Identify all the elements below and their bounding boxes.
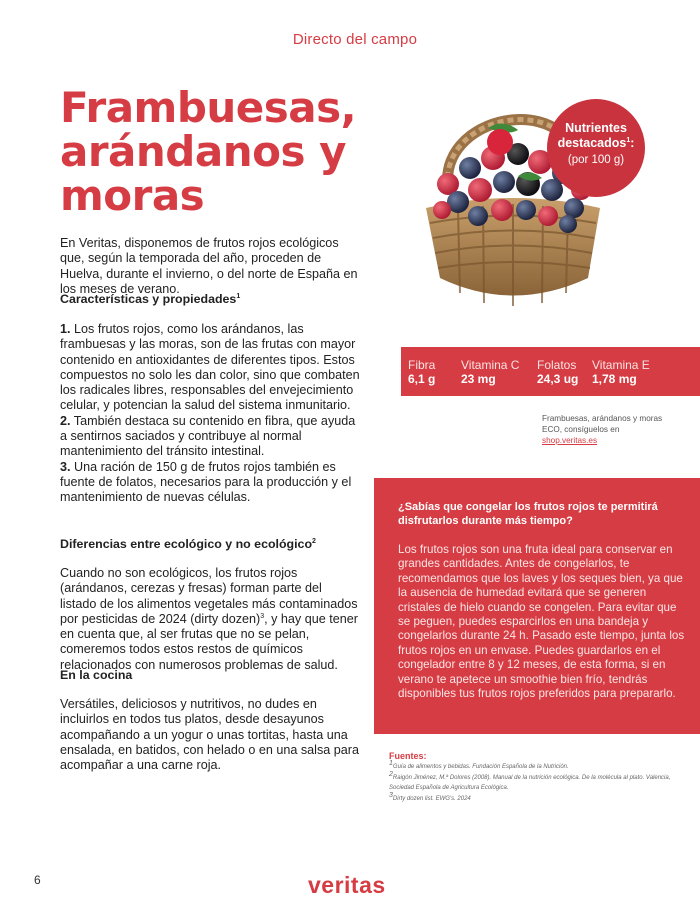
differences-heading: Diferencias entre ecológico y no ecológico$^2$ — [60, 537, 316, 551]
shop-link[interactable]: shop.veritas.es — [542, 436, 598, 445]
sources-title: Fuentes: — [389, 751, 427, 761]
differences-paragraph: Cuando no son ecológicos, los frutos rojos (arándanos, cerezas y fresas) forman parte del listado de los alimentos vegetales más contaminados por pesticidas de 2024 (dirty dozen)$^3$, y hay que tener en cuenta que, al ser frutas que no se pelan, comeremos todos estos restos de químicos relacionados con numerosos problemas de salud. — [60, 566, 358, 672]
list-item: 2. También destaca su contenido en fibra, que ayuda a sentirnos saciados y contribuye al normal mantenimiento del tránsito intestinal. — [60, 413, 356, 459]
page-number: 6 — [34, 873, 41, 887]
tip-text: Los frutos rojos son una fruta ideal para conservar en grandes cantidades. Antes de congelarlos, te recomendamos que los laves y los seques bien, ya que la ausencia de humedad evitará que se generen cristales de hielo cuando se congelen. Para evitar que se peguen, puedes esparcirlos en una bandeja y congelarlos durante 24 h. Pasado este tiempo, junta los frutos rojos en un envase. Puedes guardarlos en el congelador entre 8 y 12 meses, de esta forma, si en verano te apetece un smoothie bien frío, tendrás disponibles tus frutos rojos preferidos para prepararlo. — [398, 543, 685, 701]
title-line: arándanos y — [60, 127, 346, 176]
characteristics-heading: Características y propiedades$^1$ — [60, 292, 241, 306]
image-caption: Frambuesas, arándanos y moras ECO, consíguelos en shop.veritas.es — [542, 414, 663, 445]
list-item: 3. Una ración de 150 g de frutos rojos también es fuente de folatos, necesarios para la producción y el mantenimiento de nuevas células. — [60, 459, 352, 505]
title-line: moras — [60, 171, 205, 220]
nutrients-bar — [401, 347, 700, 396]
badge-line2: destacados$^1$: — [557, 136, 635, 150]
badge-line1: Nutrientes — [565, 121, 627, 135]
nutrient-folatos: Folatos 24,3 ug — [537, 358, 579, 386]
page-title — [60, 83, 380, 220]
nutrients-badge — [547, 99, 645, 197]
kitchen-paragraph: Versátiles, deliciosos y nutritivos, no dudes en incluirlos en todos tus platos, desde desayunos acompañando a un yogur o unas tortitas, hasta una ensalada, en batidos, con helado o en una salsa para acompañar a una carne roja. — [60, 697, 359, 773]
section-label: Directo del campo — [292, 31, 418, 48]
nutrient-fibra: Fibra 6,1 g — [408, 358, 436, 386]
source-item: $^2$Raigón Jiménez, M.ª Dolores (2008). Manual de la nutrición ecológica. De la molécula al plato. Valencia, Sociedad Española de Agricultura Ecológica. — [389, 770, 671, 792]
badge-line3: (por 100 g) — [567, 154, 625, 166]
characteristics-list — [60, 322, 360, 506]
freezing-tip-box — [374, 478, 700, 734]
source-item: $^3$Dirty dozen list. EWG's. 2024 — [389, 791, 471, 802]
nutrient-vitamina-c: Vitamina C 23 mg — [461, 358, 520, 386]
list-item: 1. Los frutos rojos, como los arándanos, las frambuesas y las moras, son de las frutas con mayor contenido en antioxidantes de diferentes tipos. Estos compuestos no solo les dan color, sino que combaten los radicales libres, responsables del envejecimiento celular, y potencian la salud del sistema inmunitario. — [60, 322, 360, 413]
tip-question: ¿Sabías que congelar los frutos rojos te permitirá disfrutarlos durante más tiempo? — [398, 501, 658, 527]
intro-paragraph: En Veritas, disponemos de frutos rojos ecológicos que, según la temporada del año, proceden de Huelva, durante el invierno, o del norte de España en los meses de verano. — [60, 236, 358, 296]
sources — [389, 750, 689, 804]
veritas-logo: veritas — [308, 872, 386, 898]
source-item: $^1$Guía de alimentos y bebidas. Fundación Española de la Nutrición. — [389, 760, 569, 770]
nutrient-vitamina-e: Vitamina E 1,78 mg — [592, 358, 650, 386]
title-line: Frambuesas, — [60, 83, 357, 132]
kitchen-heading: En la cocina — [60, 668, 133, 682]
